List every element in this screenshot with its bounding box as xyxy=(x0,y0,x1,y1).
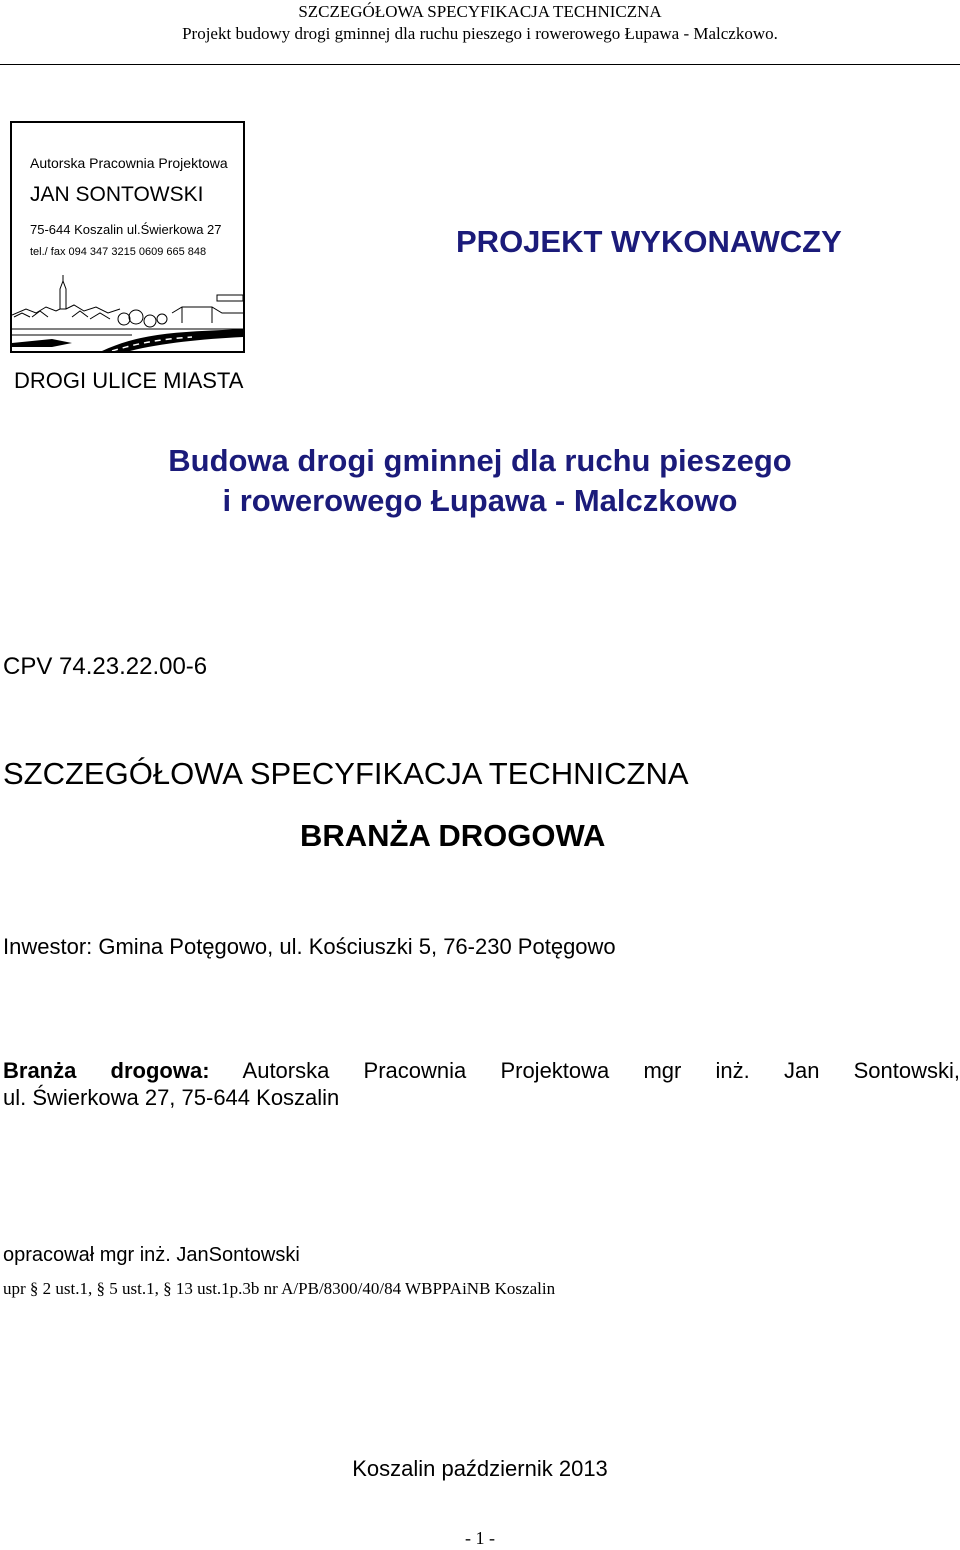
branch-designer-line1 xyxy=(3,1058,960,1084)
logo-company-name: JAN SONTOWSKI xyxy=(30,183,204,206)
prepared-by: opracował mgr inż. JanSontowski xyxy=(3,1244,300,1266)
running-header xyxy=(0,0,960,65)
project-title-line2: i rowerowego Łupawa - Malczkowo xyxy=(222,483,738,518)
licence-info: upr § 2 ust.1, § 5 ust.1, § 13 ust.1p.3b nr A/PB/8300/40/84 WBPPAiNB Koszalin xyxy=(3,1279,556,1298)
investor-info: Inwestor: Gmina Potęgowo, ul. Kościuszki 5, 76-230 Potęgowo xyxy=(3,934,616,959)
project-title-line1: Budowa drogi gminnej dla ruchu pieszego xyxy=(168,443,792,478)
page-number: - 1 - xyxy=(465,1528,495,1548)
company-logo xyxy=(10,121,245,353)
logo-address: 75-644 Koszalin ul.Świerkowa 27 xyxy=(30,222,222,237)
branch-designer: Autorska Pracownia Projektowa mgr inż. Jan Sontowski, xyxy=(242,1058,960,1083)
document-type: PROJEKT WYKONAWCZY xyxy=(456,224,842,259)
branch-label: Branża drogowa: xyxy=(3,1058,210,1083)
logo-tagline: DROGI ULICE MIASTA xyxy=(14,368,244,393)
town-road-illustration xyxy=(12,273,243,351)
spec-title: SZCZEGÓŁOWA SPECYFIKACJA TECHNICZNA xyxy=(3,756,689,791)
branch-designer-address: ul. Świerkowa 27, 75-644 Koszalin xyxy=(3,1085,340,1110)
logo-company-type: Autorska Pracownia Projektowa xyxy=(30,155,228,171)
header-title: SZCZEGÓŁOWA SPECYFIKACJA TECHNICZNA xyxy=(298,2,662,21)
header-subtitle: Projekt budowy drogi gminnej dla ruchu pieszego i rowerowego Łupawa - Malczkowo. xyxy=(182,24,778,43)
logo-phone: tel./ fax 094 347 3215 0609 665 848 xyxy=(30,246,207,258)
place-and-date: Koszalin październik 2013 xyxy=(352,1456,608,1481)
cpv-code: CPV 74.23.22.00-6 xyxy=(3,653,208,680)
branch-title: BRANŻA DROGOWA xyxy=(300,818,606,853)
